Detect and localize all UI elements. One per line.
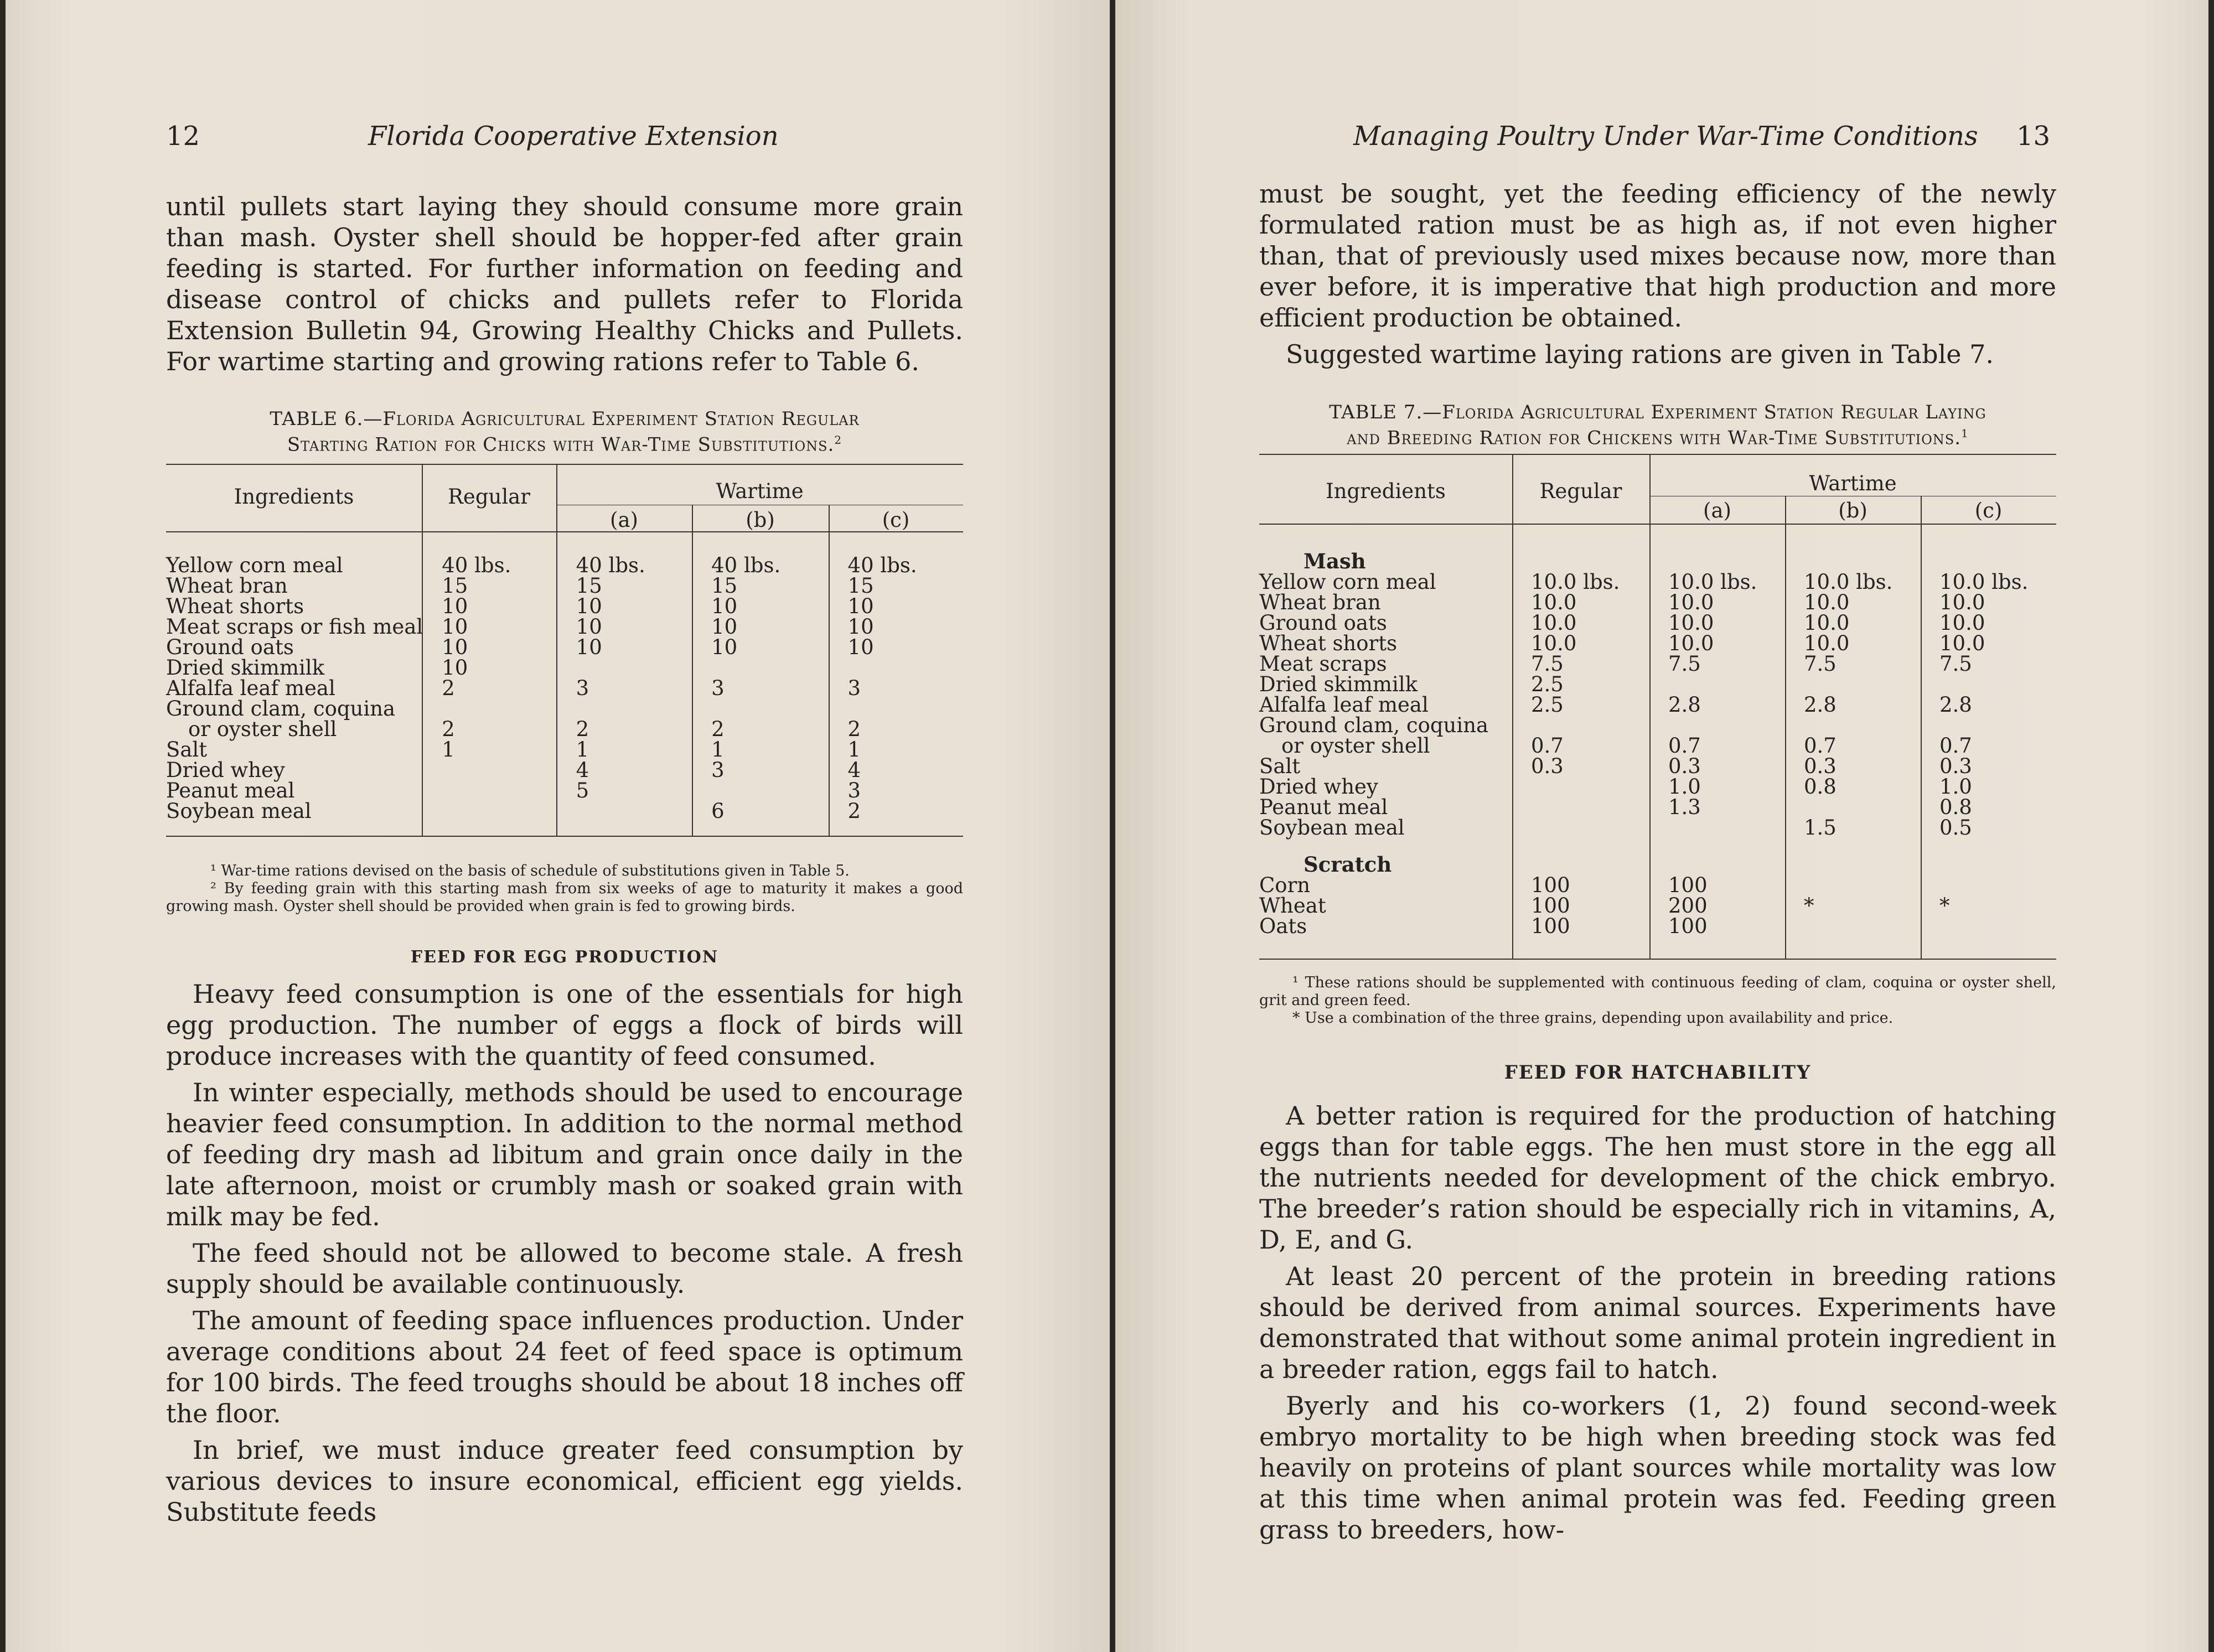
cell-a: 2 xyxy=(576,717,589,741)
cell-c xyxy=(829,698,963,719)
cell-regular: 10.0 xyxy=(1531,591,1577,614)
col-b: (b) xyxy=(1838,499,1868,522)
ingredient-name: or oyster shell xyxy=(1281,734,1430,758)
cell-regular: 7.5 xyxy=(1531,652,1564,676)
table-row xyxy=(1259,736,2056,756)
cell-c xyxy=(1921,715,2056,736)
ingredient-name: Peanut meal xyxy=(166,779,295,802)
cell-regular: 10 xyxy=(442,594,468,618)
table-row xyxy=(166,596,963,617)
ingredient-name: Peanut meal xyxy=(1259,795,1388,819)
cell-b: 2 xyxy=(711,717,725,741)
cell-c: 15 xyxy=(847,574,874,598)
cell-c: 0.8 xyxy=(1939,795,1972,819)
col-a: (a) xyxy=(1703,499,1731,522)
table-row xyxy=(1259,895,2056,916)
ingredient-name: Soybean meal xyxy=(1259,816,1405,840)
table-row xyxy=(166,657,963,678)
cell-c: 0.7 xyxy=(1939,734,1972,758)
cell-regular: 100 xyxy=(1531,873,1570,897)
cell-c: 7.5 xyxy=(1939,652,1972,676)
cell-a xyxy=(557,801,692,821)
table-row xyxy=(1259,875,2056,895)
cell-c xyxy=(1921,674,2056,695)
table-row xyxy=(166,780,963,801)
table-row xyxy=(1259,613,2056,633)
cell-regular: 40 lbs. xyxy=(442,553,511,577)
section-heading: FEED FOR EGG PRODUCTION xyxy=(410,947,719,967)
ingredient-name: Dried skimmilk xyxy=(1259,672,1418,696)
cell-regular: 100 xyxy=(1531,894,1570,918)
cell-c: 10.0 xyxy=(1939,611,1985,635)
cell-c: 10 xyxy=(847,615,874,639)
col-ingredients: Ingredients xyxy=(1326,479,1446,503)
cell-regular: 10 xyxy=(442,635,468,659)
cell-b: 2.8 xyxy=(1804,693,1837,717)
table-rule-bottom xyxy=(166,836,963,837)
col-wartime: Wartime xyxy=(1809,472,1897,495)
col-wartime: Wartime xyxy=(716,479,804,503)
table-caption: TABLE 7.—Florida Agricultural Experiment Station Regular Laying and Breeding Ration for Chickens with War-Time Substitutions.$^1$ xyxy=(1329,401,1987,449)
table-group-label: Scratch xyxy=(1303,852,1392,877)
cell-b: 6 xyxy=(711,799,725,823)
table-row xyxy=(1259,817,2056,838)
col-c: (c) xyxy=(1974,499,2003,522)
cell-regular: 10.0 lbs. xyxy=(1531,570,1620,594)
table-row xyxy=(166,801,963,821)
cell-b: 1 xyxy=(711,738,725,762)
cell-c: 3 xyxy=(847,676,861,700)
table-row xyxy=(1259,797,2056,817)
cell-regular: 1 xyxy=(442,738,455,762)
cell-a: 10.0 xyxy=(1668,631,1714,655)
body-section: A better ration is required for the production of hatching eggs than for table eggs. The hen must store in the egg all the nutrients needed for development of the chick embryo. The breeder’s ration should be especially rich in vitamins, A, D, E, and G. At least 20 percent of the protein in breeding rations should be derived from animal sources. Experiments have demonstrated that without some animal protein ingredient in a breeder ration, eggs fail to hatch. Byerly and his co-workers (1, 2) found second-week embryo mortality to be high when breeding stock was fed heavily on proteins of plant sources while mortality was low at this time when animal protein was fed. Feeding green grass to breeders, how- xyxy=(1259,1101,2056,1545)
cell-c: 10.0 xyxy=(1939,591,1985,614)
cell-a: 200 xyxy=(1668,894,1708,918)
cell-regular: 15 xyxy=(442,574,468,598)
table-group-label: Mash xyxy=(1303,549,1366,573)
ingredient-name: Wheat shorts xyxy=(1259,631,1398,655)
cell-regular: 10 xyxy=(442,656,468,680)
cell-b: 10.0 lbs. xyxy=(1804,570,1893,594)
cell-c: * xyxy=(1939,894,1950,918)
cell-c: 1 xyxy=(847,738,861,762)
cell-b: 10 xyxy=(711,635,738,659)
cell-a: 2.8 xyxy=(1668,693,1701,717)
table-6 xyxy=(166,555,963,821)
ingredient-name: Alfalfa leaf meal xyxy=(166,676,335,700)
page-number: 12 xyxy=(166,121,200,152)
table-row xyxy=(166,576,963,596)
cell-regular xyxy=(1512,776,1649,797)
table-row xyxy=(166,760,963,780)
table-footnotes: ¹ These rations should be supplemented with continuous feeding of clam, coquina or oyster shell, grit and green feed. * Use a combination of the three grains, depending upon availability and price. xyxy=(1259,974,2056,1027)
cell-c: 0.3 xyxy=(1939,754,1972,778)
col-b: (b) xyxy=(746,508,775,532)
cell-b: 10 xyxy=(711,594,738,618)
cell-a xyxy=(557,657,692,678)
cell-c: 0.5 xyxy=(1939,816,1972,840)
cell-a xyxy=(557,698,692,719)
cell-regular xyxy=(1512,817,1649,838)
cell-c: 3 xyxy=(847,779,861,802)
table-row xyxy=(1259,633,2056,654)
cell-a: 1.0 xyxy=(1668,775,1701,799)
cell-b xyxy=(1785,797,1921,817)
table-rule-bottom xyxy=(1259,959,2056,960)
cell-regular: 10.0 xyxy=(1531,611,1577,635)
cell-regular: 2 xyxy=(442,717,455,741)
cell-regular: 10 xyxy=(442,615,468,639)
col-a: (a) xyxy=(610,508,638,532)
ingredient-name: Ground clam, coquina xyxy=(1259,713,1489,737)
cell-c: 40 lbs. xyxy=(847,553,917,577)
cell-regular: 2 xyxy=(442,676,455,700)
cell-c: 10.0 lbs. xyxy=(1939,570,2029,594)
cell-b xyxy=(692,657,829,678)
cell-a: 4 xyxy=(576,758,589,782)
cell-regular: 100 xyxy=(1531,914,1570,938)
cell-b: 3 xyxy=(711,676,725,700)
cell-a xyxy=(1649,715,1785,736)
right-page xyxy=(1115,0,2208,1652)
cell-c: 4 xyxy=(847,758,861,782)
left-page xyxy=(6,0,1110,1652)
cell-c xyxy=(1921,916,2056,936)
cell-a xyxy=(1649,674,1785,695)
col-regular: Regular xyxy=(1539,479,1622,503)
table-row xyxy=(1259,715,2056,736)
ingredient-name: Wheat xyxy=(1259,894,1326,918)
running-title: Managing Poultry Under War-Time Conditions xyxy=(1353,121,1978,152)
cell-b: 40 lbs. xyxy=(711,553,781,577)
cell-regular xyxy=(1512,797,1649,817)
table-row xyxy=(1259,654,2056,674)
ingredient-name: Meat scraps or fish meal xyxy=(166,615,423,639)
cell-c: 10 xyxy=(847,594,874,618)
cell-regular xyxy=(423,801,557,821)
cell-c xyxy=(829,657,963,678)
table-row xyxy=(166,719,963,739)
cell-a xyxy=(1649,817,1785,838)
col-ingredients: Ingredients xyxy=(234,485,354,509)
cell-a: 40 lbs. xyxy=(576,553,645,577)
cell-regular xyxy=(423,698,557,719)
cell-b xyxy=(692,698,829,719)
cell-c: 10 xyxy=(847,635,874,659)
ingredient-name: Dried whey xyxy=(166,758,285,782)
cell-b: 0.7 xyxy=(1804,734,1837,758)
cell-b: 3 xyxy=(711,758,725,782)
cell-c: 2.8 xyxy=(1939,693,1972,717)
table-rule-top xyxy=(1259,454,2056,455)
cell-b xyxy=(692,780,829,801)
cell-a: 10.0 xyxy=(1668,611,1714,635)
cell-regular: 2.5 xyxy=(1531,693,1564,717)
cell-c xyxy=(1921,875,2056,895)
table-row xyxy=(1259,674,2056,695)
section-heading: FEED FOR HATCHABILITY xyxy=(1504,1061,1812,1084)
ingredient-name: Oats xyxy=(1259,914,1307,938)
table-row xyxy=(166,678,963,698)
table-row xyxy=(1259,572,2056,592)
cell-regular: 0.7 xyxy=(1531,734,1564,758)
cell-regular: 10.0 xyxy=(1531,631,1577,655)
cell-b xyxy=(1785,916,1921,936)
cell-regular xyxy=(423,780,557,801)
ingredient-name: Salt xyxy=(166,738,208,762)
body-paragraph: must be sought, yet the feeding efficiency of the newly formulated ration must be as high as, if not even higher than, that of previously used mixes because now, more than ever before, it is imperative that high production and more efficient production be obtained. Suggested wartime laying rations are given in Table 7. xyxy=(1259,179,2056,369)
table-row xyxy=(166,698,963,719)
ingredient-name: Wheat shorts xyxy=(166,594,304,618)
cell-b: 10.0 xyxy=(1804,591,1850,614)
ingredient-name: Corn xyxy=(1259,873,1311,897)
body-section: Heavy feed consumption is one of the essentials for high egg production. The number of eggs a flock of birds will produce increases with the quantity of feed consumed. In winter especially, methods should be used to encourage heavier feed consumption. In addition to the normal method of feeding dry mash ad libitum and grain once daily in the late afternoon, moist or crumbly mash or soaked grain with milk may be fed. The feed should not be allowed to become stale. A fresh supply should be available continuously. The amount of feeding space influences production. Under average conditions about 24 feet of feed space is optimum for 100 birds. The feed troughs should be about 18 inches off the floor. In brief, we must induce greater feed consumption by various devices to insure economical, efficient egg yields. Substitute feeds xyxy=(166,979,963,1527)
ingredient-name: Wheat bran xyxy=(1259,591,1381,614)
ingredient-name: Soybean meal xyxy=(166,799,312,823)
cell-a: 3 xyxy=(576,676,589,700)
cell-b: * xyxy=(1804,894,1814,918)
cell-a: 7.5 xyxy=(1668,652,1701,676)
ingredient-name: Ground oats xyxy=(166,635,294,659)
ingredient-name: or oyster shell xyxy=(188,717,337,741)
cell-a: 10 xyxy=(576,594,602,618)
page-number: 13 xyxy=(2016,121,2051,152)
table-row xyxy=(166,637,963,657)
cell-c: 2 xyxy=(847,717,861,741)
cell-a: 1 xyxy=(576,738,589,762)
ingredient-name: Meat scraps xyxy=(1259,652,1387,676)
table-rule-top xyxy=(166,464,963,465)
cell-c: 10.0 xyxy=(1939,631,1985,655)
ingredient-name: Salt xyxy=(1259,754,1301,778)
cell-a: 10.0 lbs. xyxy=(1668,570,1757,594)
col-regular: Regular xyxy=(448,485,530,509)
table-7 xyxy=(1259,546,2056,936)
cell-b xyxy=(1785,875,1921,895)
ingredient-name: Wheat bran xyxy=(166,574,288,598)
table-group-row xyxy=(1259,849,2056,875)
cell-b: 0.3 xyxy=(1804,754,1837,778)
cell-b xyxy=(1785,674,1921,695)
cell-b: 1.5 xyxy=(1804,816,1837,840)
table-spacer xyxy=(1259,838,2056,849)
cell-b: 10 xyxy=(711,615,738,639)
table-row xyxy=(1259,695,2056,715)
cell-b: 10.0 xyxy=(1804,631,1850,655)
cell-b xyxy=(1785,715,1921,736)
ingredient-name: Dried whey xyxy=(1259,775,1378,799)
table-row xyxy=(1259,776,2056,797)
cell-a: 10 xyxy=(576,615,602,639)
cell-a: 1.3 xyxy=(1668,795,1701,819)
table-rule-head xyxy=(1259,524,2056,525)
cell-a: 5 xyxy=(576,779,589,802)
cell-b: 15 xyxy=(711,574,738,598)
table-row xyxy=(166,555,963,576)
cell-a: 15 xyxy=(576,574,602,598)
cell-regular: 2.5 xyxy=(1531,672,1564,696)
table-caption: TABLE 6.—Florida Agricultural Experiment Station Regular Starting Ration for Chicks with War-Time Substitutions.$^2$ xyxy=(270,408,860,456)
ingredient-name: Dried skimmilk xyxy=(166,656,325,680)
table-row xyxy=(166,617,963,637)
ingredient-name: Yellow corn meal xyxy=(166,553,343,577)
ingredient-name: Alfalfa leaf meal xyxy=(1259,693,1429,717)
table-row xyxy=(1259,916,2056,936)
cell-b: 7.5 xyxy=(1804,652,1837,676)
cell-b: 0.8 xyxy=(1804,775,1837,799)
table-row xyxy=(1259,592,2056,613)
ingredient-name: Ground oats xyxy=(1259,611,1387,635)
running-title: Florida Cooperative Extension xyxy=(368,121,779,152)
cell-a: 0.3 xyxy=(1668,754,1701,778)
cell-b: 10.0 xyxy=(1804,611,1850,635)
cell-regular: 0.3 xyxy=(1531,754,1564,778)
cell-a: 100 xyxy=(1668,914,1708,938)
cell-regular xyxy=(423,760,557,780)
cell-c: 2 xyxy=(847,799,861,823)
cell-a: 100 xyxy=(1668,873,1708,897)
cell-regular xyxy=(1512,715,1649,736)
table-row xyxy=(166,739,963,760)
cell-a: 10.0 xyxy=(1668,591,1714,614)
table-group-row xyxy=(1259,546,2056,572)
table-row xyxy=(1259,756,2056,776)
ingredient-name: Yellow corn meal xyxy=(1259,570,1436,594)
col-c: (c) xyxy=(882,508,910,532)
cell-a: 0.7 xyxy=(1668,734,1701,758)
cell-c: 1.0 xyxy=(1939,775,1972,799)
table-footnotes: ¹ War-time rations devised on the basis of schedule of substitutions given in Table 5. ² By feeding grain with this starting mash from six weeks of age to maturity it makes a good growing mash. Oyster shell should be provided when grain is fed to growing birds. xyxy=(166,862,963,915)
cell-a: 10 xyxy=(576,635,602,659)
ingredient-name: Ground clam, coquina xyxy=(166,697,396,721)
body-paragraph: until pullets start laying they should consume more grain than mash. Oyster shell should be hopper-fed after grain feeding is started. For further information on feeding and disease control of chicks and pullets refer to Florida Extension Bulletin 94, Growing Healthy Chicks and Pullets. For wartime starting and growing rations refer to Table 6. xyxy=(166,191,963,376)
